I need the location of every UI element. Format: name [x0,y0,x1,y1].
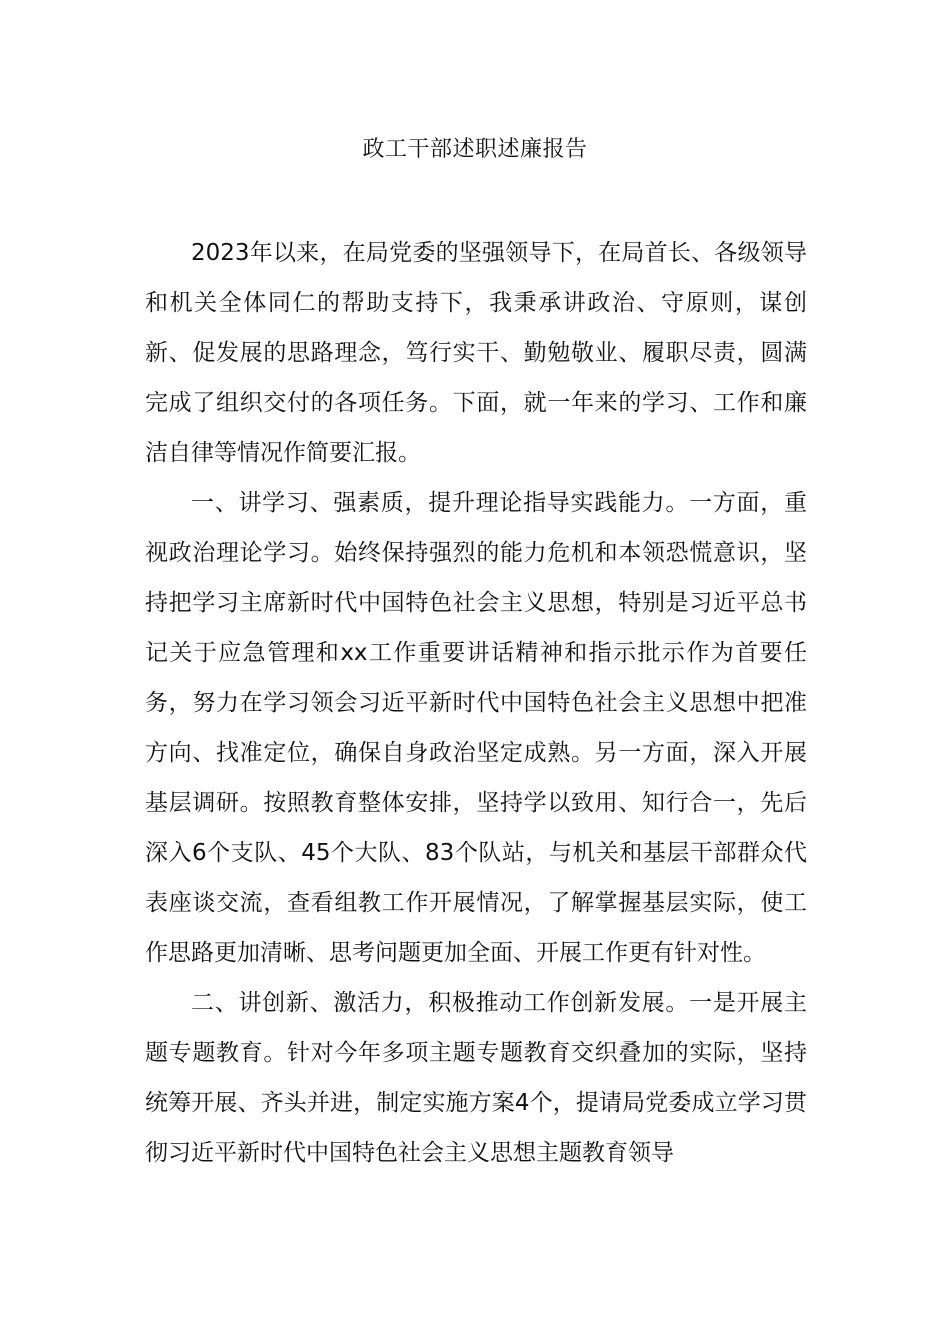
paragraph: 二、讲创新、激活力，积极推动工作创新发展。一是开展主题专题教育。针对今年多项主题专题教育交织叠加的实际，坚持统筹开展、齐头并进，制定实施方案4个，提请局党委成立学习贯彻习近平新时代中国特色社会主义思想主题教育领导 [145,990,807,1166]
document-body [145,228,807,1178]
document-title: 政工干部述职述廉报告 [362,137,588,162]
paragraph: 一、讲学习、强素质，提升理论指导实践能力。一方面，重视政治理论学习。始终保持强烈的能力危机和本领恐慌意识，坚持把学习主席新时代中国特色社会主义思想，特别是习近平总书记关于应急管理和xx工作重要讲话精神和指示批示作为首要任务，努力在学习领会习近平新时代中国特色社会主义思想中把准方向、找准定位，确保自身政治坚定成熟。另一方面，深入开展基层调研。按照教育整体安排，坚持学以致用、知行合一，先后深入6个支队、45个大队、83个队站，与机关和基层干部群众代表座谈交流，查看组教工作开展情况，了解掌握基层实际，使工作思路更加清晰、思考问题更加全面、开展工作更有针对性。 [145,490,807,966]
paragraph: 2023年以来，在局党委的坚强领导下，在局首长、各级领导和机关全体同仁的帮助支持下，我秉承讲政治、守原则，谋创新、促发展的思路理念，笃行实干、勤勉敬业、履职尽责，圆满完成了组织交付的各项任务。下面，就一年来的学习、工作和廉洁自律等情况作简要汇报。 [145,240,807,466]
